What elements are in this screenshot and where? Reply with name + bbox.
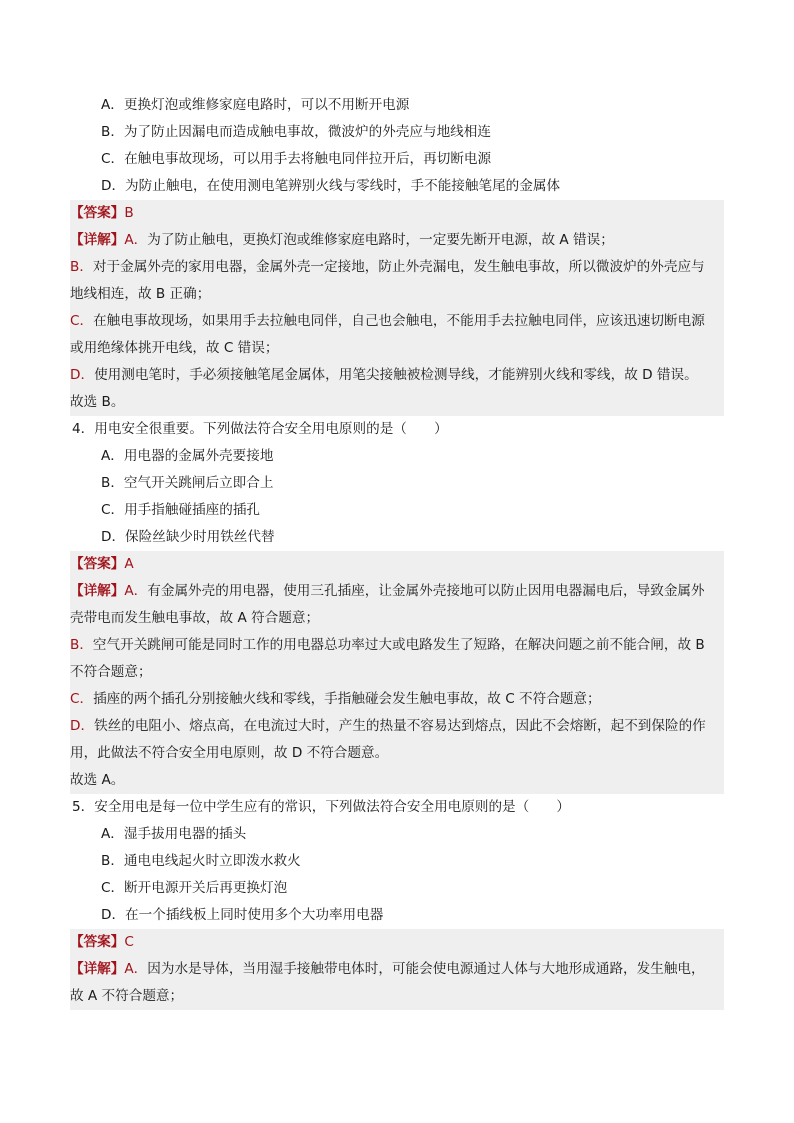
- detail-line: [70, 308, 724, 335]
- detail-prefix: B．: [70, 259, 93, 275]
- option-d: D．保险丝缺少时用铁丝代替: [101, 529, 275, 545]
- detail-text: 对于金属外壳的家用电器，金属外壳一定接地，防止外壳漏电，发生触电事故，所以微波炉的外壳应与: [92, 259, 705, 275]
- option-d: D．在一个插线板上同时使用多个大功率用电器: [101, 907, 384, 923]
- option-c: C．在触电事故现场，可以用手去将触电同伴拉开后，再切断电源: [101, 151, 492, 167]
- detail-tag: 【详解】: [70, 961, 125, 977]
- detail-prefix: C．: [70, 691, 94, 707]
- detail-text: 故选 B。: [70, 394, 125, 410]
- detail-tag: 【详解】: [70, 232, 125, 248]
- detail-text: 地线相连，故 B 正确；: [70, 286, 211, 302]
- detail-line: [70, 767, 724, 794]
- detail-line: [70, 632, 724, 659]
- option-a: A．湿手拔用电器的插头: [101, 826, 247, 842]
- answer-block-3: [70, 200, 724, 416]
- detail-line: [70, 740, 724, 767]
- detail-text: 插座的两个插孔分别接触火线和零线，手指触碰会发生触电事故，故 C 不符合题意；: [93, 691, 601, 707]
- detail-text: 铁丝的电阻小、熔点高，在电流过大时，产生的热量不容易达到熔点，因此不会熔断，起不到保险的作: [94, 718, 706, 734]
- detail-line: [70, 659, 724, 686]
- answer-block-4: [70, 551, 724, 794]
- question-3-options: [70, 92, 724, 200]
- detail-text: 壳带电而发生触电事故，故 A 符合题意；: [70, 610, 320, 626]
- detail-text: 使用测电笔时，手必须接触笔尾金属体，用笔尖接触被检测导线，才能辨别火线和零线，故 D 错误。: [94, 367, 698, 383]
- document-body: [70, 92, 724, 1010]
- option-b: B．通电电线起火时立即泼水救火: [101, 853, 301, 869]
- question-5-stem: 5．安全用电是每一位中学生应有的常识，下列做法符合安全用电原则的是（ ）: [72, 799, 571, 815]
- detail-prefix: A．: [124, 583, 148, 599]
- detail-line: [70, 983, 724, 1010]
- answer-tag: 【答案】: [70, 556, 125, 572]
- detail-line: [70, 389, 724, 416]
- detail-text: 有金属外壳的用电器，使用三孔插座，让金属外壳接地可以防止因用电器漏电后，导致金属外: [147, 583, 705, 599]
- detail-text: 故 A 不符合题意；: [70, 988, 184, 1004]
- detail-line: [70, 362, 724, 389]
- question-4-options: [70, 443, 724, 551]
- detail-text: 因为水是导体，当用湿手接触带电体时，可能会使电源通过人体与大地形成通路，发生触电，: [147, 961, 705, 977]
- detail-line: [70, 254, 724, 281]
- option-c: C．断开电源开关后再更换灯泡: [101, 880, 288, 896]
- detail-text: 故选 A。: [70, 772, 125, 788]
- detail-text: 在触电事故现场，如果用手去拉触电同伴，自己也会触电，不能用手去拉触电同伴，应该迅速切断电源: [93, 313, 705, 329]
- option-b: B．空气开关跳闸后立即合上: [101, 475, 274, 491]
- answer-value: A: [124, 556, 134, 572]
- detail-line: [70, 227, 724, 254]
- detail-line: [70, 605, 724, 632]
- detail-prefix: D．: [70, 718, 95, 734]
- detail-text: 或用绝缘体挑开电线，故 C 错误；: [70, 340, 279, 356]
- detail-prefix: A．: [124, 232, 148, 248]
- answer-line: [70, 200, 724, 227]
- detail-line: [70, 956, 724, 983]
- detail-line: [70, 335, 724, 362]
- detail-prefix: B．: [70, 637, 93, 653]
- detail-tag: 【详解】: [70, 583, 125, 599]
- detail-line: [70, 578, 724, 605]
- option-b: B．为了防止因漏电而造成触电事故，微波炉的外壳应与地线相连: [101, 124, 491, 140]
- answer-value: B: [124, 205, 134, 221]
- answer-value: C: [124, 934, 134, 950]
- detail-text: 用，此做法不符合安全用电原则，故 D 不符合题意。: [70, 745, 389, 761]
- question-5-options: [70, 821, 724, 929]
- answer-tag: 【答案】: [70, 205, 125, 221]
- option-d: D．为防止触电，在使用测电笔辨别火线与零线时，手不能接触笔尾的金属体: [101, 178, 561, 194]
- detail-line: [70, 281, 724, 308]
- answer-line: [70, 551, 724, 578]
- detail-text: 为了防止触电，更换灯泡或维修家庭电路时，一定要先断开电源，故 A 错误；: [147, 232, 614, 248]
- option-a: A．用电器的金属外壳要接地: [101, 448, 274, 464]
- detail-line: [70, 713, 724, 740]
- option-c: C．用手指触碰插座的插孔: [101, 502, 261, 518]
- detail-prefix: D．: [70, 367, 95, 383]
- detail-prefix: A．: [124, 961, 148, 977]
- answer-line: [70, 929, 724, 956]
- answer-tag: 【答案】: [70, 934, 125, 950]
- question-4-stem: 4．用电安全很重要。下列做法符合安全用电原则的是（ ）: [72, 421, 448, 437]
- detail-text: 空气开关跳闸可能是同时工作的用电器总功率过大或电路发生了短路，在解决问题之前不能合闸，故 B: [92, 637, 705, 653]
- detail-prefix: C．: [70, 313, 94, 329]
- answer-block-5: [70, 929, 724, 1010]
- detail-line: [70, 686, 724, 713]
- option-a: A．更换灯泡或维修家庭电路时，可以不用断开电源: [101, 97, 410, 113]
- detail-text: 不符合题意；: [70, 664, 152, 680]
